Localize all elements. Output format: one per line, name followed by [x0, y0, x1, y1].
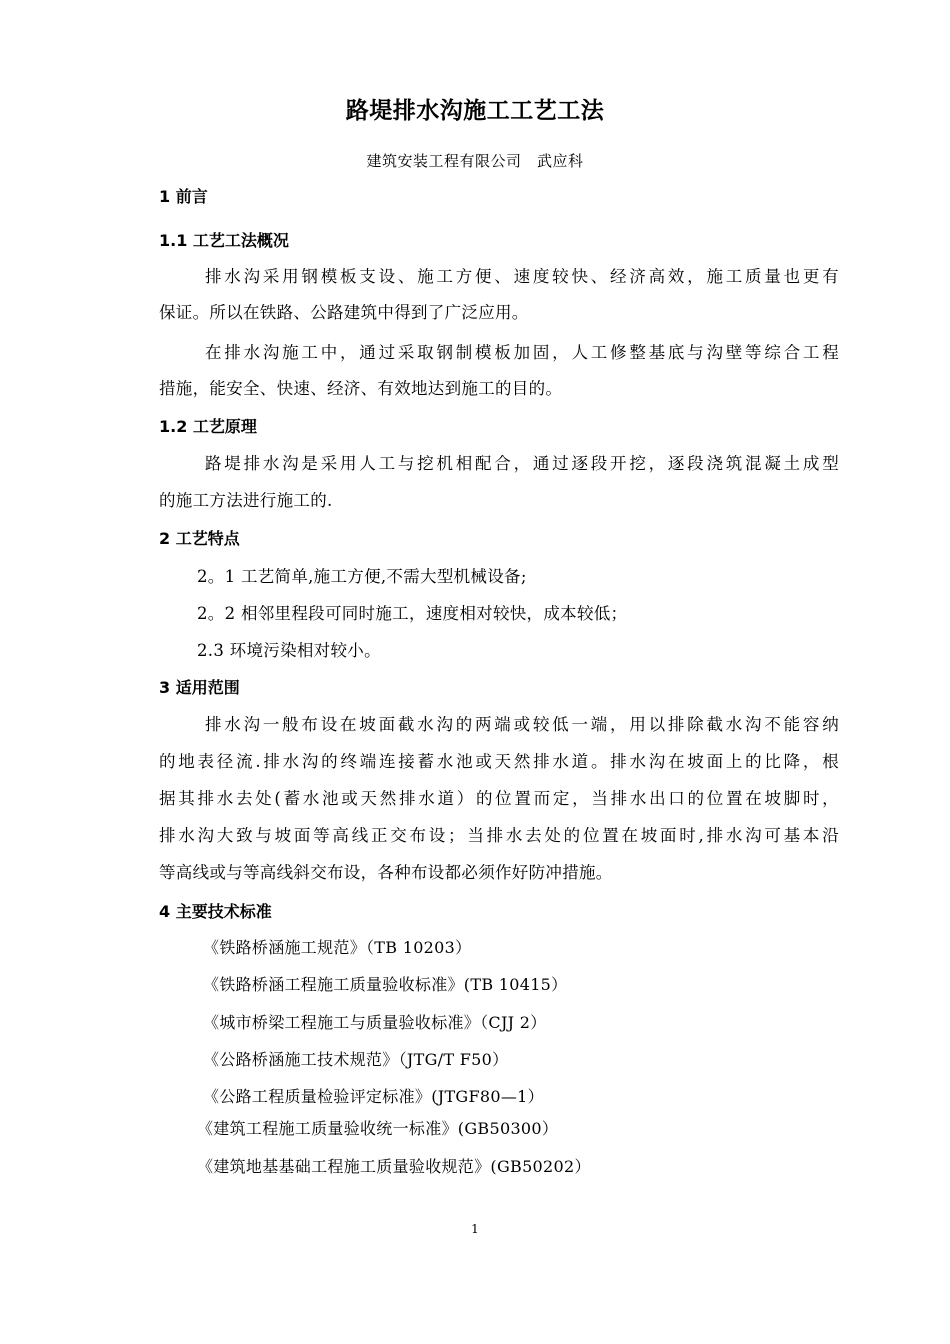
heading-2: 2 工艺特点: [159, 529, 240, 548]
standard-item: 《铁路桥涵施工规范》（TB 10203）: [203, 938, 472, 957]
heading-3: 3 适用范围: [159, 678, 240, 697]
paragraph-line: 等高线或与等高线斜交布设，各种布设都必须作好防冲措施。: [159, 863, 613, 882]
paragraph-line: 的施工方法进行施工的.: [159, 491, 333, 510]
paragraph-line: 排水沟采用钢模板支设、施工方便、速度较快、经济高效，施工质量也更有: [205, 267, 839, 286]
list-item: 2。2 相邻里程段可同时施工，速度相对较快，成本较低；: [197, 604, 628, 623]
paragraph-line: 路堤排水沟是采用人工与挖机相配合，通过逐段开挖，逐段浇筑混凝土成型: [205, 454, 839, 473]
paragraph-line: 保证。所以在铁路、公路建筑中得到了广泛应用。: [159, 303, 529, 322]
paragraph-line: 排水沟一般布设在坡面截水沟的两端或较低一端，用以排除截水沟不能容纳: [205, 715, 839, 734]
standard-item: 《建筑工程施工质量验收统一标准》(GB50300）: [197, 1119, 559, 1138]
heading-1: 1 前言: [159, 187, 208, 206]
paragraph-line: 的地表径流.排水沟的终端连接蓄水池或天然排水道。排水沟在坡面上的比降，根: [159, 752, 839, 771]
heading-1-2: 1.2 工艺原理: [159, 417, 257, 436]
paragraph-line: 措施，能安全、快速、经济、有效地达到施工的目的。: [159, 379, 563, 398]
document-title: 路堤排水沟施工工艺工法: [345, 98, 605, 124]
standard-item: 《城市桥梁工程施工与质量验收标准》（CJJ 2）: [203, 1013, 547, 1032]
page-number: 1: [471, 1222, 479, 1236]
list-item: 2。1 工艺简单,施工方便,不需大型机械设备;: [197, 567, 527, 586]
standard-item: 《公路桥涵施工技术规范》（JTG/T F50）: [203, 1050, 509, 1069]
standard-item: 《建筑地基基础工程施工质量验收规范》(GB50202）: [197, 1157, 591, 1176]
paragraph-line: 据其排水去处(蓄水池或天然排水道）的位置而定，当排水出口的位置在坡脚时，: [159, 789, 839, 808]
standard-item: 《公路工程质量检验评定标准》(JTGF80—1）: [203, 1087, 544, 1106]
heading-4: 4 主要技术标准: [159, 902, 272, 921]
author-line: 建筑安装工程有限公司 武应科: [366, 152, 584, 170]
paragraph-line: 排水沟大致与坡面等高线正交布设；当排水去处的位置在坡面时,排水沟可基本沿: [159, 826, 839, 845]
standard-item: 《铁路桥涵工程施工质量验收标准》(TB 10415）: [203, 975, 568, 994]
paragraph-line: 在排水沟施工中，通过采取钢制模板加固，人工修整基底与沟壁等综合工程: [205, 343, 839, 362]
heading-1-1: 1.1 工艺工法概况: [159, 231, 289, 250]
list-item: 2.3 环境污染相对较小。: [197, 641, 381, 660]
